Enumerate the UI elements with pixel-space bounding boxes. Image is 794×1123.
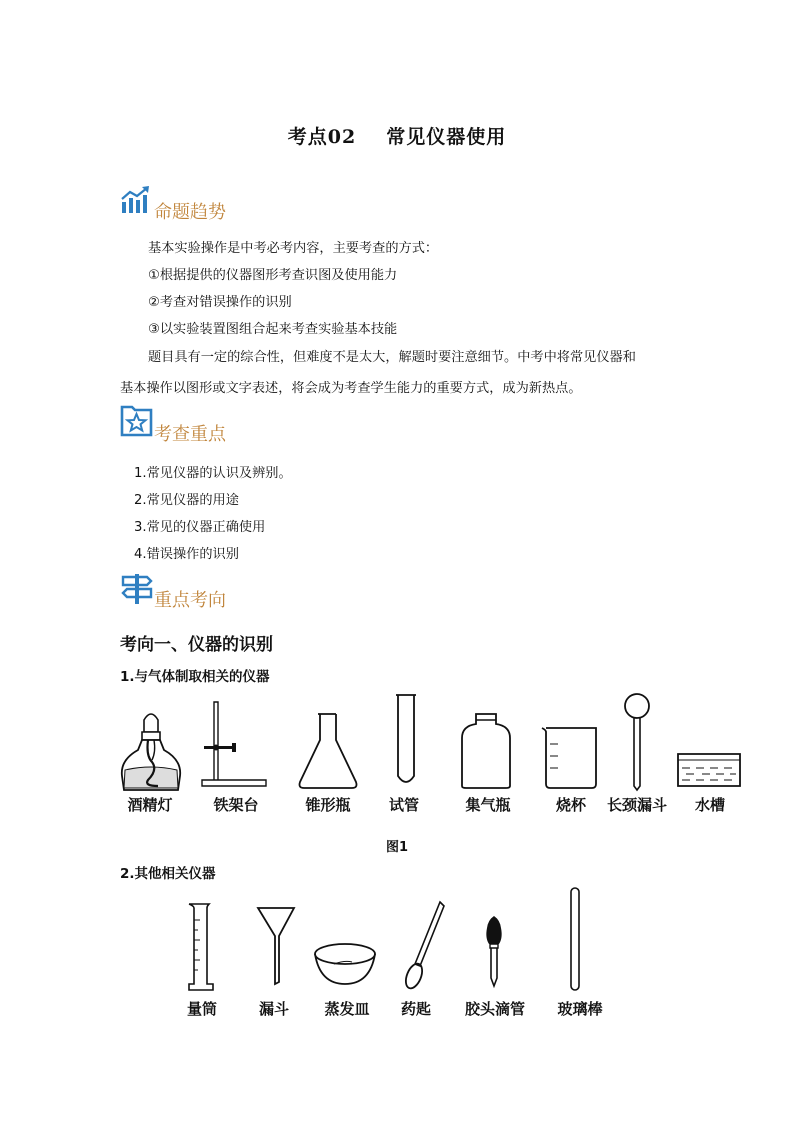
funnel-drawing [256,906,296,986]
group2-title: 2.其他相关仪器 [120,866,216,882]
topic-name: 常见仪器使用 [386,126,507,148]
long-neck-funnel-drawing [620,690,654,792]
focus-item-1: 1.常见仪器的认识及辨别。 [134,466,292,481]
chart-trend-icon [120,186,152,216]
label-long-neck-funnel: 长颈漏斗 [606,796,668,814]
trend-item-2: ②考查对错误操作的识别 [148,295,292,310]
conical-flask-drawing [296,712,360,790]
section-heading-focus [120,404,320,445]
label-dropper: 胶头滴管 [464,1000,526,1018]
section-title-trend: 命题趋势 [154,202,226,223]
signpost-icon [120,572,154,606]
trend-item-1: ①根据提供的仪器图形考查识图及使用能力 [148,268,398,283]
label-graduated-cylinder: 量筒 [186,1000,218,1018]
trend-item-3: ③以实验装置图组合起来考查实验基本技能 [148,322,398,337]
label-beaker: 烧杯 [555,796,587,814]
focus-item-3: 3.常见的仪器正确使用 [134,520,266,535]
focus-item-4: 4.错误操作的识别 [134,547,239,562]
label-alcohol-lamp: 酒精灯 [127,796,173,814]
subsection-title: 考向一、仪器的识别 [120,635,273,655]
iron-stand-drawing [196,700,268,788]
label-conical-flask: 锥形瓶 [305,796,351,814]
star-folder-icon [120,404,154,438]
label-funnel: 漏斗 [258,1000,290,1018]
group1-title: 1.与气体制取相关的仪器 [120,669,270,685]
label-evaporating-dish: 蒸发皿 [324,1000,370,1018]
section-heading-trend [120,186,320,223]
label-test-tube: 试管 [388,796,420,814]
section-title-direction: 重点考向 [154,590,226,611]
beaker-drawing [540,724,602,790]
label-iron-stand: 铁架台 [213,796,259,814]
graduated-cylinder-drawing [185,900,217,994]
evaporating-dish-drawing [312,940,378,986]
dropper-drawing [482,914,506,990]
test-tube-drawing [393,692,419,790]
label-gas-bottle: 集气瓶 [465,796,511,814]
alcohol-lamp-drawing [118,710,184,792]
trend-summary-line-1: 题目具有一定的综合性，但难度不是太大，解题时要注意细节。中考中将常见仪器和 [148,350,636,365]
water-trough-drawing [676,750,742,790]
figure-caption: 图1 [385,840,409,855]
trend-summary-line-2: 基本操作以图形或文字表述，将会成为考查学生能力的重要方式，成为新热点。 [120,381,582,396]
medicine-spoon-drawing [400,900,450,992]
section-title-focus: 考查重点 [154,424,226,445]
focus-item-2: 2.常见仪器的用途 [134,493,239,508]
gas-bottle-drawing [458,712,514,790]
section-heading-direction [120,572,320,611]
label-glass-rod: 玻璃棒 [557,1000,603,1018]
label-medicine-spoon: 药匙 [400,1000,432,1018]
page-title [0,122,794,149]
topic-code: 考点02 [287,126,357,148]
label-water-trough: 水槽 [694,796,726,814]
glass-rod-drawing [567,886,583,992]
trend-intro: 基本实验操作是中考必考内容，主要考查的方式： [148,241,439,256]
